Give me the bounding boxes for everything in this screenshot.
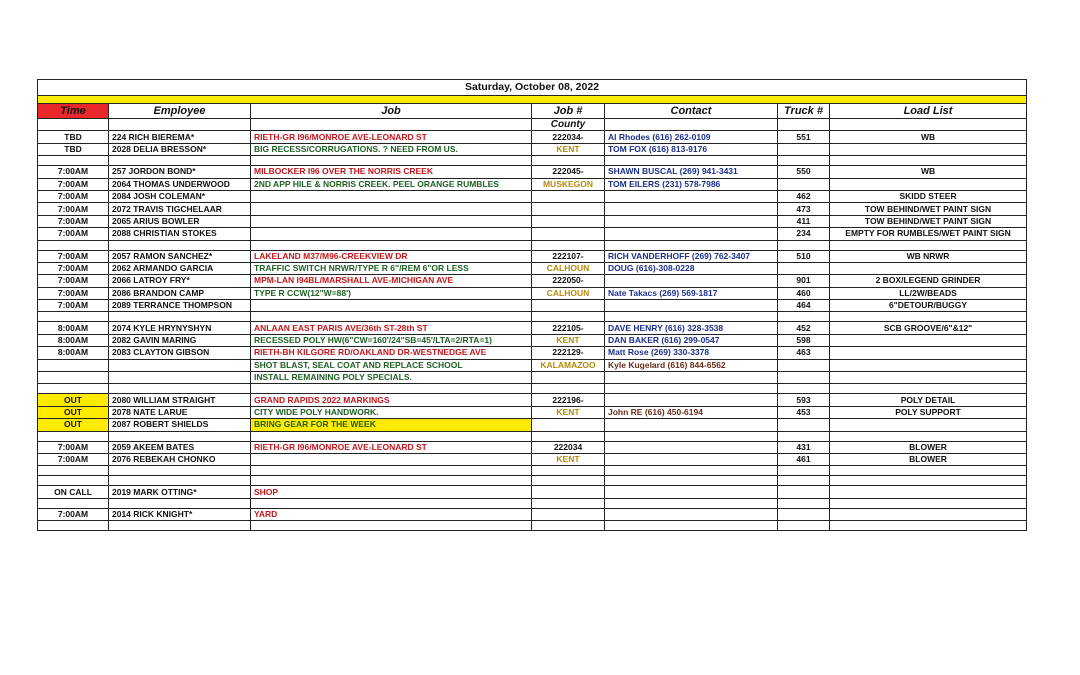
cell-contact: Kyle Kugelard (616) 844-6562 (605, 359, 778, 371)
cell-truck: 461 (778, 453, 830, 465)
header-contact: Contact (605, 104, 778, 119)
cell-job (251, 476, 532, 486)
cell-load-list: LL/2W/BEADS (830, 287, 1027, 299)
cell-truck (778, 240, 830, 250)
cell-time: OUT (38, 394, 109, 406)
cell-load-list (830, 431, 1027, 441)
cell-truck: 901 (778, 275, 830, 287)
cell-job-number: KENT (532, 453, 605, 465)
cell-contact (605, 215, 778, 227)
cell-job-number: MUSKEGON (532, 178, 605, 190)
cell-load-list: EMPTY FOR RUMBLES/WET PAINT SIGN (830, 228, 1027, 240)
cell-contact (605, 203, 778, 215)
cell-contact (605, 431, 778, 441)
cell-truck: 464 (778, 300, 830, 312)
cell-load-list: SKIDD STEER (830, 190, 1027, 202)
cell-truck (778, 384, 830, 394)
table-row (38, 394, 1027, 406)
cell-time: ON CALL (38, 486, 109, 498)
cell-employee: 2080 WILLIAM STRAIGHT (109, 394, 251, 406)
cell-truck (778, 431, 830, 441)
table-row (38, 453, 1027, 465)
cell-job: SHOP (251, 486, 532, 498)
cell-employee: 2076 REBEKAH CHONKO (109, 453, 251, 465)
cell-contact: TOM FOX (616) 813-9176 (605, 143, 778, 155)
cell-employee (109, 476, 251, 486)
cell-job-number (532, 240, 605, 250)
cell-contact (605, 419, 778, 431)
header-spacer (778, 119, 830, 131)
cell-load-list (830, 312, 1027, 322)
cell-job: BRING GEAR FOR THE WEEK (251, 419, 532, 431)
cell-load-list (830, 521, 1027, 531)
cell-job: BIG RECESS/CORRUGATIONS. ? NEED FROM US. (251, 143, 532, 155)
table-row (38, 190, 1027, 202)
cell-load-list: SCB GROOVE/6"&12" (830, 322, 1027, 334)
cell-employee: 2014 RICK KNIGHT* (109, 508, 251, 520)
cell-truck (778, 262, 830, 274)
table-row (38, 287, 1027, 299)
cell-time: 7:00AM (38, 262, 109, 274)
cell-time: 7:00AM (38, 250, 109, 262)
cell-contact: TOM EILERS (231) 578-7986 (605, 178, 778, 190)
cell-contact (605, 240, 778, 250)
cell-job: LAKELAND M37/M96-CREEKVIEW DR (251, 250, 532, 262)
cell-time: 7:00AM (38, 300, 109, 312)
cell-truck: 510 (778, 250, 830, 262)
cell-truck (778, 486, 830, 498)
table-row (38, 441, 1027, 453)
cell-time (38, 476, 109, 486)
cell-time (38, 359, 109, 371)
table-row (38, 203, 1027, 215)
cell-job-number (532, 372, 605, 384)
cell-job-number (532, 431, 605, 441)
cell-job-number: 222107- (532, 250, 605, 262)
spacer-row (38, 240, 1027, 250)
cell-truck (778, 372, 830, 384)
header-load-list: Load List (830, 104, 1027, 119)
cell-job-number (532, 498, 605, 508)
cell-time (38, 521, 109, 531)
cell-job (251, 300, 532, 312)
cell-load-list: 6"DETOUR/BUGGY (830, 300, 1027, 312)
cell-truck: 462 (778, 190, 830, 202)
table-row (38, 275, 1027, 287)
cell-job: SHOT BLAST, SEAL COAT AND REPLACE SCHOOL (251, 359, 532, 371)
cell-truck: 453 (778, 406, 830, 418)
table-row (38, 419, 1027, 431)
cell-employee (109, 384, 251, 394)
cell-truck: 550 (778, 166, 830, 178)
header-spacer (109, 119, 251, 131)
cell-job (251, 453, 532, 465)
cell-job: YARD (251, 508, 532, 520)
cell-job (251, 215, 532, 227)
cell-job-number (532, 419, 605, 431)
table-row (38, 143, 1027, 155)
cell-employee: 2072 TRAVIS TIGCHELAAR (109, 203, 251, 215)
cell-load-list: TOW BEHIND/WET PAINT SIGN (830, 215, 1027, 227)
cell-contact (605, 228, 778, 240)
cell-load-list: 2 BOX/LEGEND GRINDER (830, 275, 1027, 287)
cell-job: RIETH-BH KILGORE RD/OAKLAND DR-WESTNEDGE AVE (251, 347, 532, 359)
cell-job-number (532, 300, 605, 312)
cell-truck: 460 (778, 287, 830, 299)
cell-job: RIETH-GR I96/MONROE AVE-LEONARD ST (251, 441, 532, 453)
cell-contact (605, 441, 778, 453)
cell-truck: 593 (778, 394, 830, 406)
header-county: County (532, 119, 605, 131)
table-row (38, 300, 1027, 312)
header-job: Job (251, 104, 532, 119)
cell-job-number: 222105- (532, 322, 605, 334)
cell-employee: 2084 JOSH COLEMAN* (109, 190, 251, 202)
cell-time: 7:00AM (38, 508, 109, 520)
cell-job-number: 222045- (532, 166, 605, 178)
sheet-title: Saturday, October 08, 2022 (38, 80, 1027, 96)
cell-job-number (532, 476, 605, 486)
header-job-number: Job # (532, 104, 605, 119)
cell-load-list (830, 372, 1027, 384)
cell-contact (605, 300, 778, 312)
cell-job: 2ND APP HILE & NORRIS CREEK. PEEL ORANGE RUMBLES (251, 178, 532, 190)
cell-contact (605, 275, 778, 287)
cell-load-list: WB (830, 131, 1027, 143)
cell-job-number: CALHOUN (532, 287, 605, 299)
header-spacer (38, 119, 109, 131)
cell-time (38, 372, 109, 384)
cell-job-number: 222050- (532, 275, 605, 287)
spacer-row (38, 384, 1027, 394)
cell-load-list (830, 384, 1027, 394)
cell-job-number: CALHOUN (532, 262, 605, 274)
cell-load-list: BLOWER (830, 453, 1027, 465)
cell-job (251, 466, 532, 476)
cell-time: 7:00AM (38, 178, 109, 190)
cell-job (251, 431, 532, 441)
cell-employee: 2088 CHRISTIAN STOKES (109, 228, 251, 240)
cell-job-number: KENT (532, 143, 605, 155)
cell-job-number: 222034- (532, 131, 605, 143)
cell-truck (778, 156, 830, 166)
cell-job: INSTALL REMAINING POLY SPECIALS. (251, 372, 532, 384)
cell-contact: Matt Rose (269) 330-3378 (605, 347, 778, 359)
cell-employee (109, 359, 251, 371)
cell-load-list: BLOWER (830, 441, 1027, 453)
cell-contact (605, 521, 778, 531)
cell-job-number (532, 156, 605, 166)
cell-time: 8:00AM (38, 334, 109, 346)
cell-contact: RICH VANDERHOFF (269) 762-3407 (605, 250, 778, 262)
table-row (38, 166, 1027, 178)
cell-job (251, 240, 532, 250)
cell-truck: 234 (778, 228, 830, 240)
cell-job: GRAND RAPIDS 2022 MARKINGS (251, 394, 532, 406)
table-row (38, 334, 1027, 346)
table-row (38, 372, 1027, 384)
header-spacer (251, 119, 532, 131)
cell-time (38, 498, 109, 508)
cell-load-list: TOW BEHIND/WET PAINT SIGN (830, 203, 1027, 215)
cell-time (38, 156, 109, 166)
yellow-band (38, 96, 1027, 104)
cell-contact (605, 486, 778, 498)
cell-employee: 2074 KYLE HRYNYSHYN (109, 322, 251, 334)
cell-job-number: KENT (532, 406, 605, 418)
header-time: Time (38, 104, 109, 119)
header-truck: Truck # (778, 104, 830, 119)
cell-job-number: KENT (532, 334, 605, 346)
cell-truck (778, 312, 830, 322)
cell-employee: 2019 MARK OTTING* (109, 486, 251, 498)
cell-time: 7:00AM (38, 228, 109, 240)
cell-load-list (830, 334, 1027, 346)
cell-time (38, 384, 109, 394)
cell-employee: 2064 THOMAS UNDERWOOD (109, 178, 251, 190)
cell-job-number (532, 466, 605, 476)
cell-truck (778, 521, 830, 531)
cell-contact: SHAWN BUSCAL (269) 941-3431 (605, 166, 778, 178)
cell-job-number (532, 384, 605, 394)
cell-truck (778, 498, 830, 508)
cell-time: 7:00AM (38, 287, 109, 299)
cell-load-list (830, 240, 1027, 250)
spacer-row (38, 521, 1027, 531)
cell-contact: DOUG (616)-308-0228 (605, 262, 778, 274)
cell-contact (605, 394, 778, 406)
cell-truck: 598 (778, 334, 830, 346)
header-spacer (605, 119, 778, 131)
cell-contact: Nate Takacs (269) 569-1817 (605, 287, 778, 299)
spacer-row (38, 476, 1027, 486)
cell-truck: 551 (778, 131, 830, 143)
cell-truck: 431 (778, 441, 830, 453)
cell-time: 8:00AM (38, 347, 109, 359)
header-spacer (830, 119, 1027, 131)
cell-time: 7:00AM (38, 166, 109, 178)
cell-truck (778, 143, 830, 155)
table-row (38, 406, 1027, 418)
spacer-row (38, 498, 1027, 508)
cell-truck: 473 (778, 203, 830, 215)
cell-contact (605, 372, 778, 384)
spacer-row (38, 431, 1027, 441)
cell-contact: DAVE HENRY (616) 328-3538 (605, 322, 778, 334)
cell-employee: 2078 NATE LARUE (109, 406, 251, 418)
table-row (38, 131, 1027, 143)
table-row (38, 228, 1027, 240)
cell-job-number (532, 228, 605, 240)
cell-job: RIETH-GR I96/MONROE AVE-LEONARD ST (251, 131, 532, 143)
cell-time: 7:00AM (38, 275, 109, 287)
cell-employee: 2083 CLAYTON GIBSON (109, 347, 251, 359)
cell-truck (778, 178, 830, 190)
cell-time (38, 240, 109, 250)
cell-employee (109, 466, 251, 476)
cell-time: 7:00AM (38, 215, 109, 227)
table-row (38, 359, 1027, 371)
cell-job (251, 521, 532, 531)
cell-job-number (532, 508, 605, 520)
cell-job-number (532, 312, 605, 322)
cell-job-number (532, 203, 605, 215)
cell-time: OUT (38, 419, 109, 431)
cell-load-list (830, 419, 1027, 431)
cell-job: MILBOCKER I96 OVER THE NORRIS CREEK (251, 166, 532, 178)
cell-contact (605, 508, 778, 520)
cell-load-list (830, 347, 1027, 359)
cell-job-number: 222196- (532, 394, 605, 406)
cell-employee: 2057 RAMON SANCHEZ* (109, 250, 251, 262)
cell-time: 7:00AM (38, 190, 109, 202)
cell-job-number (532, 486, 605, 498)
cell-load-list: POLY DETAIL (830, 394, 1027, 406)
cell-contact (605, 498, 778, 508)
cell-employee: 2082 GAVIN MARING (109, 334, 251, 346)
header-employee: Employee (109, 104, 251, 119)
cell-job (251, 228, 532, 240)
cell-employee: 2028 DELIA BRESSON* (109, 143, 251, 155)
table-row (38, 215, 1027, 227)
cell-employee (109, 498, 251, 508)
table-row (38, 322, 1027, 334)
cell-contact (605, 476, 778, 486)
cell-job (251, 384, 532, 394)
cell-load-list: POLY SUPPORT (830, 406, 1027, 418)
cell-time: 7:00AM (38, 453, 109, 465)
cell-load-list (830, 476, 1027, 486)
table-row (38, 347, 1027, 359)
cell-contact: Al Rhodes (616) 262-0109 (605, 131, 778, 143)
cell-employee: 2087 ROBERT SHIELDS (109, 419, 251, 431)
cell-contact (605, 453, 778, 465)
cell-employee: 2062 ARMANDO GARCIA (109, 262, 251, 274)
cell-employee: 2066 LATROY FRY* (109, 275, 251, 287)
table-row (38, 250, 1027, 262)
cell-job-number (532, 521, 605, 531)
cell-truck (778, 466, 830, 476)
cell-load-list (830, 498, 1027, 508)
cell-load-list (830, 262, 1027, 274)
cell-contact (605, 156, 778, 166)
cell-employee: 2086 BRANDON CAMP (109, 287, 251, 299)
cell-job: MPM-LAN I94BL/MARSHALL AVE-MICHIGAN AVE (251, 275, 532, 287)
cell-truck (778, 508, 830, 520)
spacer-row (38, 466, 1027, 476)
cell-job (251, 312, 532, 322)
cell-contact: John RE (616) 450-6194 (605, 406, 778, 418)
cell-load-list: WB (830, 166, 1027, 178)
cell-job-number: KALAMAZOO (532, 359, 605, 371)
cell-job: TYPE R CCW(12"W=88') (251, 287, 532, 299)
cell-employee (109, 312, 251, 322)
cell-contact (605, 190, 778, 202)
cell-job: CITY WIDE POLY HANDWORK. (251, 406, 532, 418)
table-row (38, 508, 1027, 520)
cell-job-number: 222129- (532, 347, 605, 359)
cell-employee (109, 431, 251, 441)
cell-contact (605, 466, 778, 476)
cell-time: OUT (38, 406, 109, 418)
cell-load-list (830, 466, 1027, 476)
cell-truck: 452 (778, 322, 830, 334)
cell-employee: 257 JORDON BOND* (109, 166, 251, 178)
cell-employee: 2089 TERRANCE THOMPSON (109, 300, 251, 312)
cell-employee (109, 372, 251, 384)
cell-job-number (532, 215, 605, 227)
cell-load-list (830, 178, 1027, 190)
table-row (38, 262, 1027, 274)
cell-load-list (830, 508, 1027, 520)
spacer-row (38, 312, 1027, 322)
spacer-row (38, 156, 1027, 166)
cell-truck (778, 359, 830, 371)
schedule-sheet (37, 79, 1026, 531)
cell-truck (778, 476, 830, 486)
cell-time: TBD (38, 143, 109, 155)
cell-time: TBD (38, 131, 109, 143)
cell-job (251, 203, 532, 215)
cell-job: RECESSED POLY HW(6"CW=160'/24"SB=45'/LTA=2/RTA=1) (251, 334, 532, 346)
cell-time (38, 312, 109, 322)
cell-contact (605, 312, 778, 322)
cell-contact: DAN BAKER (616) 299-0547 (605, 334, 778, 346)
cell-employee (109, 521, 251, 531)
cell-job (251, 498, 532, 508)
cell-load-list (830, 156, 1027, 166)
cell-contact (605, 384, 778, 394)
cell-employee (109, 240, 251, 250)
cell-time (38, 466, 109, 476)
cell-truck: 411 (778, 215, 830, 227)
cell-job: TRAFFIC SWITCH NRWR/TYPE R 6"/REM 6"OR LESS (251, 262, 532, 274)
cell-time: 7:00AM (38, 441, 109, 453)
cell-employee: 224 RICH BIEREMA* (109, 131, 251, 143)
cell-employee: 2065 ARIUS BOWLER (109, 215, 251, 227)
cell-job (251, 190, 532, 202)
table-row (38, 486, 1027, 498)
schedule-table (37, 79, 1027, 531)
cell-load-list (830, 486, 1027, 498)
cell-job: ANLAAN EAST PARIS AVE/36th ST-28th ST (251, 322, 532, 334)
cell-job (251, 156, 532, 166)
cell-employee (109, 156, 251, 166)
cell-time: 7:00AM (38, 203, 109, 215)
cell-time: 8:00AM (38, 322, 109, 334)
cell-truck (778, 419, 830, 431)
cell-job-number: 222034 (532, 441, 605, 453)
cell-truck: 463 (778, 347, 830, 359)
cell-employee: 2059 AKEEM BATES (109, 441, 251, 453)
cell-load-list (830, 359, 1027, 371)
cell-job-number (532, 190, 605, 202)
cell-load-list: WB NRWR (830, 250, 1027, 262)
table-row (38, 178, 1027, 190)
cell-load-list (830, 143, 1027, 155)
cell-time (38, 431, 109, 441)
